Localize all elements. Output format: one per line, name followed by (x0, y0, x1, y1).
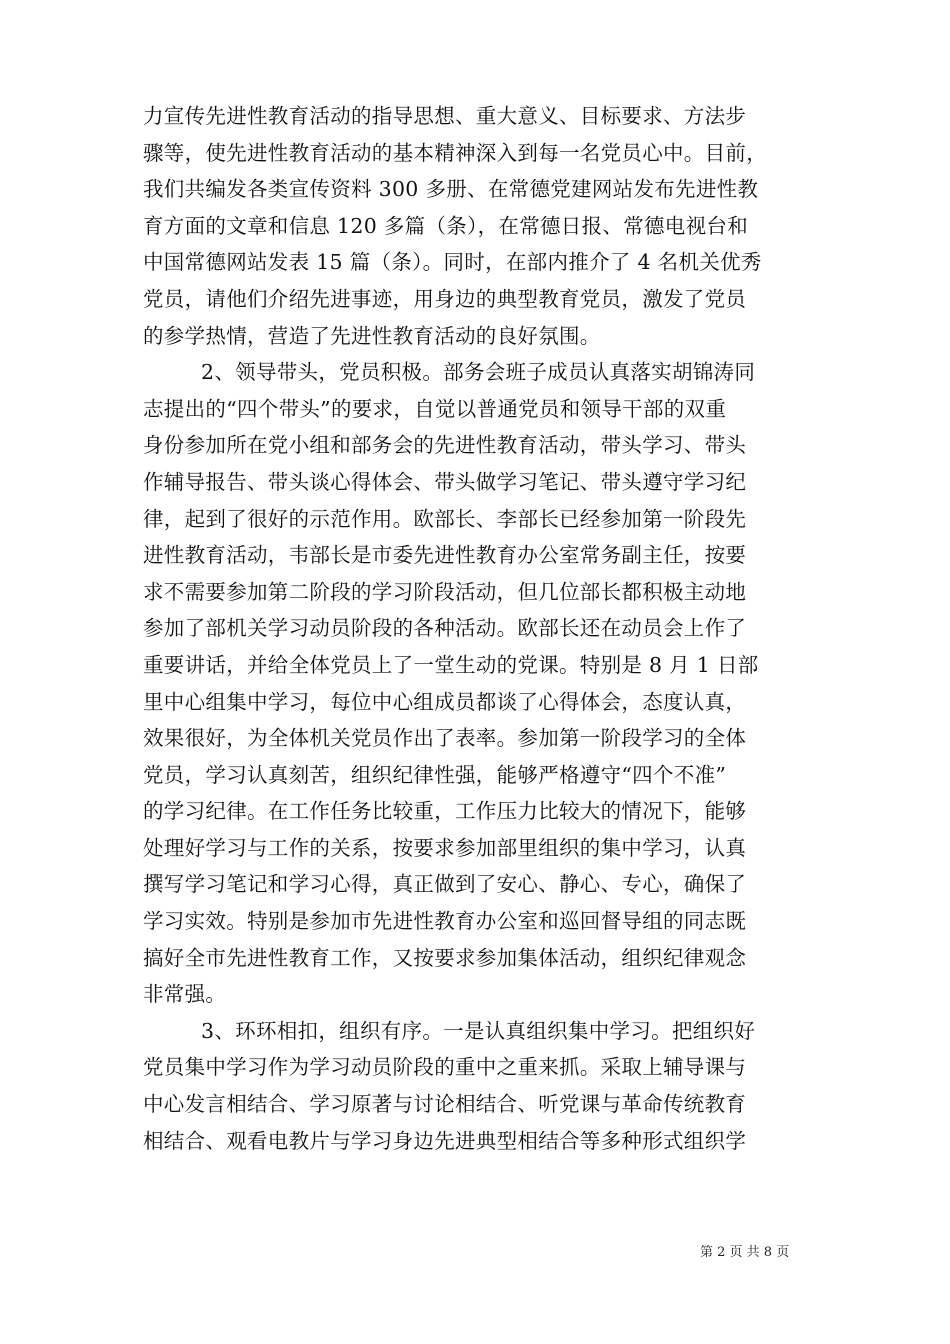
text-line: 的学习纪律。在工作任务比较重，工作压力比较大的情况下，能够 (143, 799, 747, 824)
text-line: 处理好学习与工作的关系，按要求参加部里组织的集中学习，认真 (143, 835, 747, 860)
text-line: 学习实效。特别是参加市先进性教育办公室和巡回督导组的同志既 (143, 909, 747, 934)
text-line: 非常强。 (143, 982, 227, 1007)
text-line: 效果很好，为全体机关党员作出了表率。参加第一阶段学习的全体 (143, 726, 747, 751)
text-line: 2、领导带头，党员积极。部务会班子成员认真落实胡锦涛同 (201, 360, 756, 385)
text-line: 作辅导报告、带头谈心得体会、带头做学习笔记、带头遵守学习纪 (143, 469, 747, 494)
text-line: 骤等，使先进性教育活动的基本精神深入到每一名党员心中。目前， (143, 140, 767, 165)
body-text (143, 98, 813, 1159)
text-line: 志提出的“四个带头”的要求，自觉以普通党员和领导干部的双重 (143, 396, 727, 421)
text-line: 里中心组集中学习，每位中心组成员都谈了心得体会，态度认真， (143, 689, 747, 714)
text-line: 党员，学习认真刻苦，组织纪律性强，能够严格遵守“四个不准” (143, 762, 727, 787)
text-line: 身份参加所在党小组和部务会的先进性教育活动，带头学习、带头 (143, 433, 747, 458)
text-line: 党员集中学习作为学习动员阶段的重中之重来抓。采取上辅导课与 (143, 1055, 747, 1080)
text-line: 党员，请他们介绍先进事迹，用身边的典型教育党员，激发了党员 (143, 286, 747, 311)
text-line: 中心发言相结合、学习原著与讨论相结合、听党课与革命传统教育 (143, 1092, 747, 1117)
text-line: 的参学热情，营造了先进性教育活动的良好氛围。 (143, 323, 601, 348)
text-line: 相结合、观看电教片与学习身边先进典型相结合等多种形式组织学 (143, 1128, 747, 1153)
text-line: 求不需要参加第二阶段的学习阶段活动，但几位部长都积极主动地 (143, 579, 747, 604)
text-line: 3、环环相扣，组织有序。一是认真组织集中学习。把组织好 (201, 1018, 756, 1043)
text-line: 律，起到了很好的示范作用。欧部长、李部长已经参加第一阶段先 (143, 506, 747, 531)
text-line: 搞好全市先进性教育工作，又按要求参加集体活动，组织纪律观念 (143, 945, 747, 970)
text-line: 我们共编发各类宣传资料 300 多册、在常德党建网站发布先进性教 (143, 177, 759, 202)
text-line: 进性教育活动，韦部长是市委先进性教育办公室常务副主任，按要 (143, 543, 747, 568)
text-line: 育方面的文章和信息 120 多篇（条），在常德日报、常德电视台和 (143, 213, 749, 238)
text-line: 撰写学习笔记和学习心得，真正做到了安心、静心、专心，确保了 (143, 872, 747, 897)
text-line: 参加了部机关学习动员阶段的各种活动。欧部长还在动员会上作了 (143, 616, 747, 641)
text-line: 力宣传先进性教育活动的指导思想、重大意义、目标要求、方法步 (143, 104, 747, 128)
text-line: 中国常德网站发表 15 篇（条）。同时，在部内推介了 4 名机关优秀 (143, 250, 762, 275)
page-number: 第 2 页 共 8 页 (700, 1245, 790, 1260)
text-line: 重要讲话，并给全体党员上了一堂生动的党课。特别是 8 月 1 日部 (143, 652, 759, 677)
